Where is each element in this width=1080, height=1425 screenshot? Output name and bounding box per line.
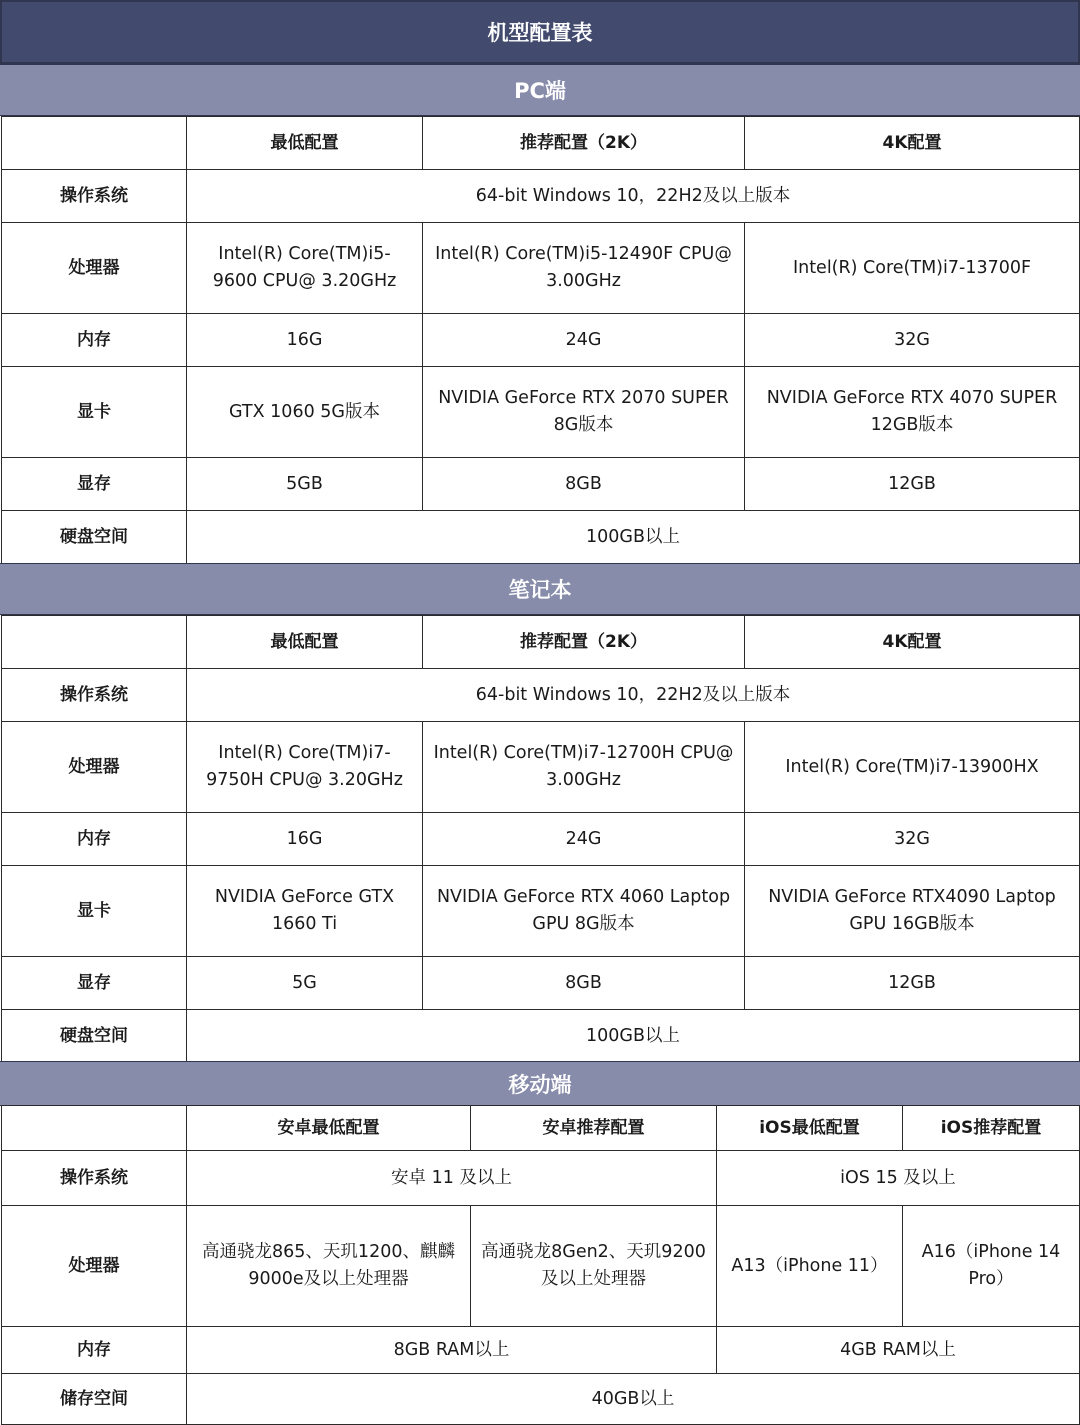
cpu-4k: Intel(R) Core(TM)i7-13700F: [745, 223, 1080, 314]
laptop-spec-table: [1, 615, 1080, 1063]
table-row: [2, 722, 1080, 813]
vram-4k: 12GB: [745, 458, 1080, 511]
row-label-cpu: 处理器: [2, 722, 187, 813]
table-row: [2, 669, 1080, 722]
row-label-storage: 储存空间: [2, 1374, 187, 1425]
table-row: [2, 1151, 1080, 1206]
disk-value: 100GB以上: [187, 1010, 1080, 1063]
cpu-recommended: Intel(R) Core(TM)i5-12490F CPU@ 3.00GHz: [423, 223, 745, 314]
table-row: [2, 458, 1080, 511]
vram-4k: 12GB: [745, 957, 1080, 1010]
disk-value: 100GB以上: [187, 511, 1080, 564]
row-label-ram: 内存: [2, 314, 187, 367]
gpu-min: GTX 1060 5G版本: [187, 367, 423, 458]
table-row: [2, 1374, 1080, 1425]
table-row: [2, 223, 1080, 314]
gpu-recommended: NVIDIA GeForce RTX 4060 Laptop GPU 8G版本: [423, 866, 745, 957]
row-label-ram: 内存: [2, 1327, 187, 1374]
table-row: [2, 511, 1080, 564]
table-row: [2, 314, 1080, 367]
corner-cell: [2, 616, 187, 669]
header-android-min: 安卓最低配置: [187, 1106, 471, 1151]
section-title-laptop: 笔记本: [0, 563, 1080, 615]
table-header-row: [2, 117, 1080, 170]
row-label-os: 操作系统: [2, 1151, 187, 1206]
storage-value: 40GB以上: [187, 1374, 1080, 1425]
gpu-recommended: NVIDIA GeForce RTX 2070 SUPER 8G版本: [423, 367, 745, 458]
table-row: [2, 367, 1080, 458]
row-label-disk: 硬盘空间: [2, 1010, 187, 1063]
os-ios: iOS 15 及以上: [717, 1151, 1080, 1206]
header-android-recommended: 安卓推荐配置: [471, 1106, 717, 1151]
table-header-row: [2, 616, 1080, 669]
header-4k: 4K配置: [745, 117, 1080, 170]
cpu-min: Intel(R) Core(TM)i7-9750H CPU@ 3.20GHz: [187, 722, 423, 813]
table-row: [2, 957, 1080, 1010]
cpu-android-recommended: 高通骁龙8Gen2、天玑9200及以上处理器: [471, 1206, 717, 1327]
ram-min: 16G: [187, 314, 423, 367]
os-android: 安卓 11 及以上: [187, 1151, 717, 1206]
vram-recommended: 8GB: [423, 957, 745, 1010]
table-row: [2, 170, 1080, 223]
row-label-ram: 内存: [2, 813, 187, 866]
cpu-4k: Intel(R) Core(TM)i7-13900HX: [745, 722, 1080, 813]
table-row: [2, 866, 1080, 957]
header-recommended: 推荐配置（2K）: [423, 616, 745, 669]
vram-min: 5G: [187, 957, 423, 1010]
cpu-android-min: 高通骁龙865、天玑1200、麒麟9000e及以上处理器: [187, 1206, 471, 1327]
row-label-vram: 显存: [2, 458, 187, 511]
row-label-cpu: 处理器: [2, 1206, 187, 1327]
corner-cell: [2, 117, 187, 170]
pc-spec-table: [1, 116, 1080, 564]
section-title-mobile: 移动端: [0, 1061, 1080, 1106]
row-label-cpu: 处理器: [2, 223, 187, 314]
gpu-min: NVIDIA GeForce GTX 1660 Ti: [187, 866, 423, 957]
header-min: 最低配置: [187, 117, 423, 170]
table-row: [2, 1010, 1080, 1063]
cpu-recommended: Intel(R) Core(TM)i7-12700H CPU@ 3.00GHz: [423, 722, 745, 813]
row-label-disk: 硬盘空间: [2, 511, 187, 564]
cpu-ios-min: A13（iPhone 11）: [717, 1206, 903, 1327]
cpu-min: Intel(R) Core(TM)i5-9600 CPU@ 3.20GHz: [187, 223, 423, 314]
vram-recommended: 8GB: [423, 458, 745, 511]
ram-4k: 32G: [745, 314, 1080, 367]
header-ios-min: iOS最低配置: [717, 1106, 903, 1151]
ram-min: 16G: [187, 813, 423, 866]
ram-4k: 32G: [745, 813, 1080, 866]
sheet-title: 机型配置表: [0, 0, 1080, 64]
mobile-spec-table: [1, 1105, 1080, 1425]
table-header-row: [2, 1106, 1080, 1151]
corner-cell: [2, 1106, 187, 1151]
ram-recommended: 24G: [423, 314, 745, 367]
header-recommended: 推荐配置（2K）: [423, 117, 745, 170]
row-label-gpu: 显卡: [2, 367, 187, 458]
header-min: 最低配置: [187, 616, 423, 669]
table-row: [2, 1327, 1080, 1374]
table-row: [2, 813, 1080, 866]
table-row: [2, 1206, 1080, 1327]
cpu-ios-recommended: A16（iPhone 14 Pro）: [903, 1206, 1080, 1327]
gpu-4k: NVIDIA GeForce RTX 4070 SUPER 12GB版本: [745, 367, 1080, 458]
vram-min: 5GB: [187, 458, 423, 511]
gpu-4k: NVIDIA GeForce RTX4090 Laptop GPU 16GB版本: [745, 866, 1080, 957]
os-value: 64-bit Windows 10，22H2及以上版本: [187, 170, 1080, 223]
header-ios-recommended: iOS推荐配置: [903, 1106, 1080, 1151]
row-label-os: 操作系统: [2, 669, 187, 722]
row-label-vram: 显存: [2, 957, 187, 1010]
ram-android: 8GB RAM以上: [187, 1327, 717, 1374]
ram-ios: 4GB RAM以上: [717, 1327, 1080, 1374]
ram-recommended: 24G: [423, 813, 745, 866]
header-4k: 4K配置: [745, 616, 1080, 669]
section-title-pc: PC端: [0, 64, 1080, 116]
row-label-gpu: 显卡: [2, 866, 187, 957]
os-value: 64-bit Windows 10，22H2及以上版本: [187, 669, 1080, 722]
row-label-os: 操作系统: [2, 170, 187, 223]
